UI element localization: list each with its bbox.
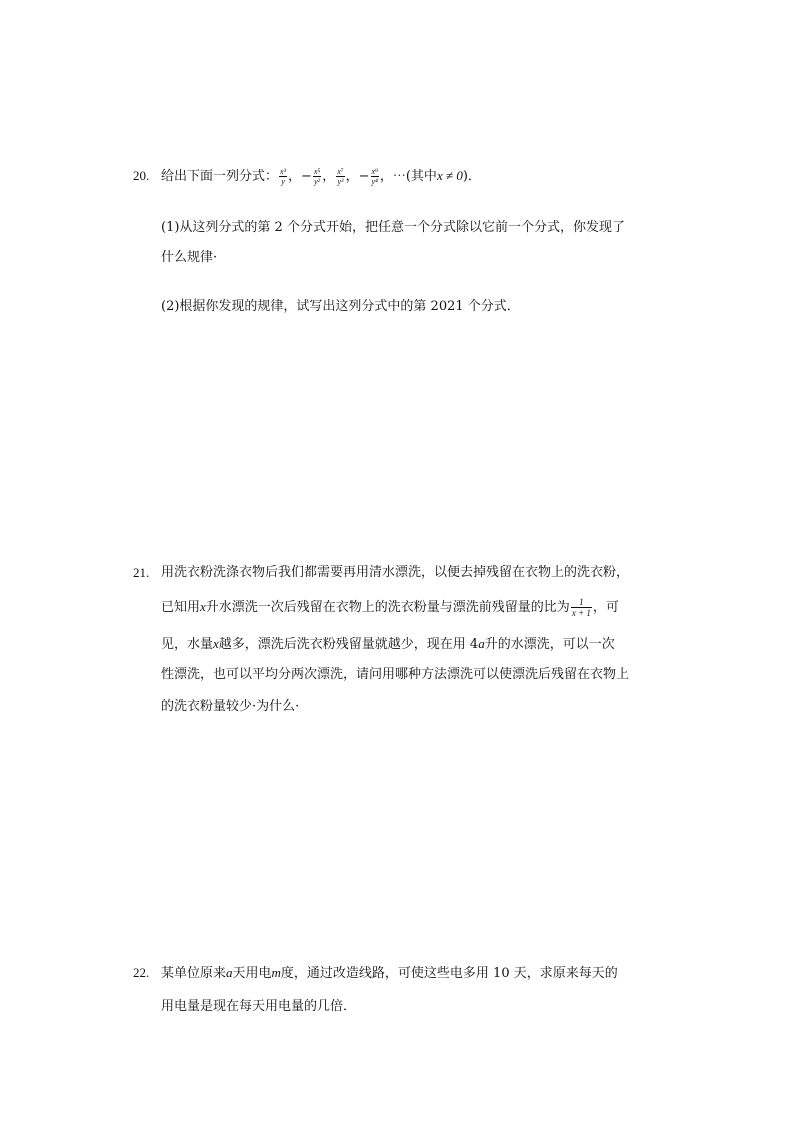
condition: x ≠ 0	[436, 168, 463, 183]
question-21-line-2: 已知用x升水漂洗一次后残留在衣物上的洗衣粉量与漂洗前残留量的比为 $\frac{1}{x + 1}$ ，可	[161, 597, 619, 618]
question-20-part-1-line-1: (1)从这列分式的第 2 个分式开始，把任意一个分式除以它前一个分式，你发现了	[161, 220, 625, 235]
variable-m: m	[271, 965, 281, 980]
fraction-4: $\frac{\text{x⁹}}{\text{y⁴}}$	[371, 167, 378, 186]
fraction-3: $\frac{\text{x⁷}}{\text{y³}}$	[337, 167, 344, 186]
question-21-number: 21.	[133, 565, 150, 580]
question-21-line-3: 见，水量x越多，漂洗后洗衣粉残留量就越少，现在用 4a升的水漂洗，可以一次	[161, 636, 615, 652]
variable-x: x	[213, 636, 219, 651]
question-22-line-2: 用电量是现在每天用电量的几倍．	[161, 999, 357, 1014]
question-20-part-1-line-2: 什么规律·	[161, 250, 218, 265]
question-20-intro: 给出下面一列分式：	[161, 169, 279, 184]
ratio-fraction: $\frac{1}{x + 1}$	[571, 597, 591, 618]
question-22-line-1: 某单位原来a天用电m度，通过改造线路，可使这些电多用 10 天，求原来每天的	[161, 965, 618, 981]
question-21-line-5: 的洗衣粉量较少·为什么·	[161, 699, 300, 714]
question-21-line-1: 用洗衣粉洗涤衣物后我们都需要再用清水漂洗，以便去掉残留在衣物上的洗衣粉，	[161, 565, 630, 580]
question-20-part-2: (2)根据你发现的规律，试写出这列分式中的第 2021 个分式．	[161, 299, 520, 314]
fraction-2: $\frac{\text{x⁵}}{\text{y²}}$	[313, 167, 321, 186]
question-20-stem: 给出下面一列分式： $\frac{\text{x³}}{y}$ ，− $\frac{\text{x⁵}}{\text{y²}}$ ， $\frac{\text{x⁷}}{\text{y³}}$ ，− $\frac{\text{x⁹}}{\text{y⁴}}$ ，⋯(其中x ≠ 0)．	[161, 167, 481, 186]
question-21-line-4: 性漂洗，也可以平均分两次漂洗，请问用哪种方法漂洗可以使漂洗后残留在衣物上	[161, 667, 630, 682]
variable-a: a	[478, 636, 485, 651]
question-22-number: 22.	[133, 965, 150, 980]
variable-x: x	[200, 599, 206, 614]
question-20-number: 20.	[133, 168, 150, 183]
variable-a: a	[226, 965, 233, 980]
fraction-1: $\frac{\text{x³}}{y}$	[280, 167, 286, 186]
